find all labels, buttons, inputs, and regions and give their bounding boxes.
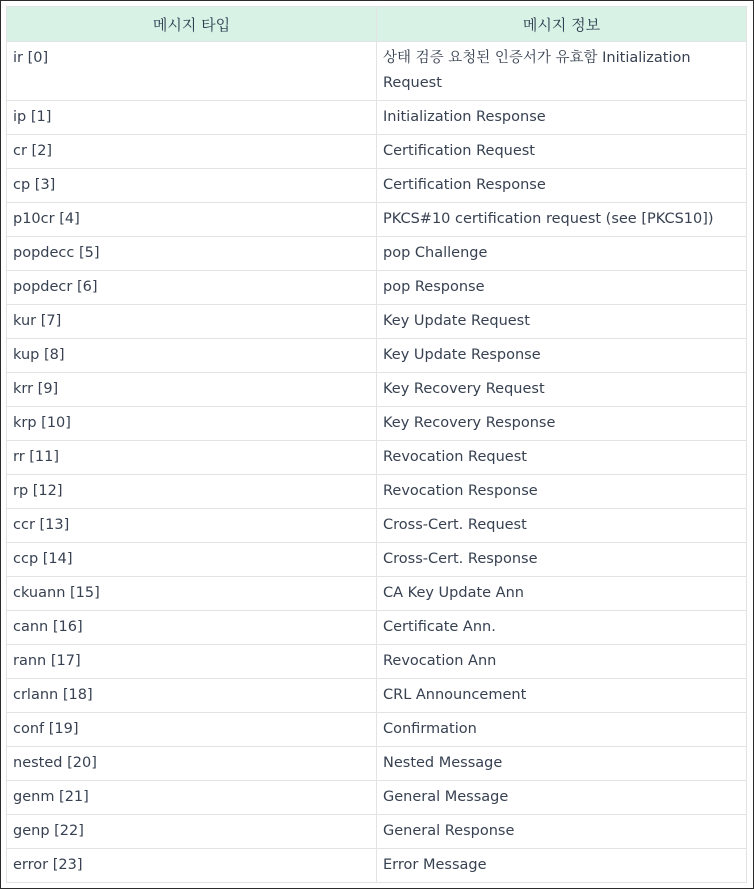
message-info-cell: Error Message — [377, 849, 747, 883]
message-type-cell: error [23] — [7, 849, 377, 883]
table-row — [7, 42, 747, 101]
message-type-cell: kup [8] — [7, 339, 377, 373]
message-info-cell: General Response — [377, 815, 747, 849]
table-row — [7, 441, 747, 475]
message-info-cell: Key Recovery Request — [377, 373, 747, 407]
table-row — [7, 237, 747, 271]
message-info-cell: Nested Message — [377, 747, 747, 781]
message-info-cell: 상태 검증 요청된 인증서가 유효함 Initialization Request — [377, 42, 747, 101]
message-info-cell: Key Recovery Response — [377, 407, 747, 441]
message-type-cell: ccr [13] — [7, 509, 377, 543]
message-type-cell: ip [1] — [7, 101, 377, 135]
table-row — [7, 849, 747, 883]
message-type-cell: nested [20] — [7, 747, 377, 781]
message-type-cell: genm [21] — [7, 781, 377, 815]
table-row — [7, 475, 747, 509]
message-info-cell: Revocation Request — [377, 441, 747, 475]
message-type-cell: cr [2] — [7, 135, 377, 169]
message-info-cell: PKCS#10 certification request (see [PKCS10]) — [377, 203, 747, 237]
message-info-cell: CRL Announcement — [377, 679, 747, 713]
message-type-cell: popdecc [5] — [7, 237, 377, 271]
message-type-cell: krp [10] — [7, 407, 377, 441]
message-info-cell: Confirmation — [377, 713, 747, 747]
table-row — [7, 169, 747, 203]
table-row — [7, 407, 747, 441]
message-info-cell: Cross-Cert. Response — [377, 543, 747, 577]
table-row — [7, 339, 747, 373]
table-row — [7, 747, 747, 781]
message-type-cell: rp [12] — [7, 475, 377, 509]
table-row — [7, 135, 747, 169]
table-row — [7, 543, 747, 577]
message-type-table — [6, 6, 747, 883]
table-row — [7, 373, 747, 407]
message-type-cell: cann [16] — [7, 611, 377, 645]
message-info-cell: Certification Request — [377, 135, 747, 169]
header-message-info: 메시지 정보 — [377, 7, 747, 42]
table-body — [7, 42, 747, 883]
message-info-cell: Certification Response — [377, 169, 747, 203]
message-type-cell: rr [11] — [7, 441, 377, 475]
message-type-cell: cp [3] — [7, 169, 377, 203]
table-row — [7, 611, 747, 645]
message-type-cell: p10cr [4] — [7, 203, 377, 237]
message-info-cell: Initialization Response — [377, 101, 747, 135]
table-row — [7, 271, 747, 305]
message-type-cell: rann [17] — [7, 645, 377, 679]
message-info-cell: Revocation Ann — [377, 645, 747, 679]
message-type-cell: conf [19] — [7, 713, 377, 747]
message-info-cell: Cross-Cert. Request — [377, 509, 747, 543]
message-type-cell: crlann [18] — [7, 679, 377, 713]
table-row — [7, 781, 747, 815]
table-row — [7, 509, 747, 543]
table-row — [7, 645, 747, 679]
message-type-cell: kur [7] — [7, 305, 377, 339]
message-info-cell: pop Response — [377, 271, 747, 305]
message-info-cell: Revocation Response — [377, 475, 747, 509]
message-info-cell: Key Update Request — [377, 305, 747, 339]
message-type-cell: ir [0] — [7, 42, 377, 101]
table-row — [7, 101, 747, 135]
table-row — [7, 815, 747, 849]
table-row — [7, 203, 747, 237]
message-type-cell: krr [9] — [7, 373, 377, 407]
header-message-type: 메시지 타입 — [7, 7, 377, 42]
message-info-cell: pop Challenge — [377, 237, 747, 271]
message-type-cell: ckuann [15] — [7, 577, 377, 611]
message-info-cell: CA Key Update Ann — [377, 577, 747, 611]
table-row — [7, 577, 747, 611]
message-type-cell: ccp [14] — [7, 543, 377, 577]
table-row — [7, 305, 747, 339]
message-info-cell: General Message — [377, 781, 747, 815]
table-row — [7, 679, 747, 713]
message-info-cell: Key Update Response — [377, 339, 747, 373]
table-row — [7, 713, 747, 747]
message-info-cell: Certificate Ann. — [377, 611, 747, 645]
table-header-row — [7, 7, 747, 42]
message-type-cell: genp [22] — [7, 815, 377, 849]
message-type-cell: popdecr [6] — [7, 271, 377, 305]
